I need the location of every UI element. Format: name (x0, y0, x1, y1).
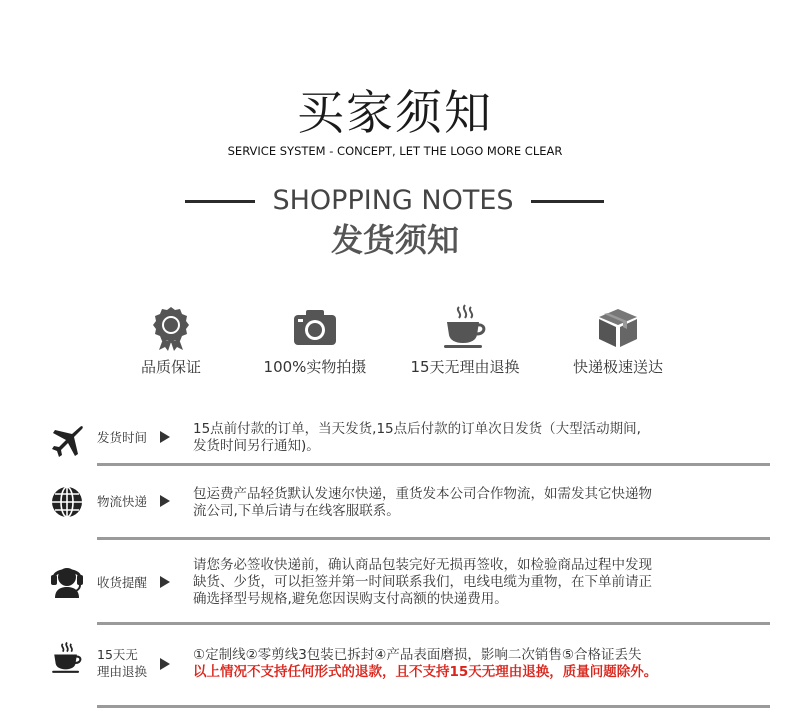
heading-rule-right (531, 200, 604, 203)
feature-return (390, 303, 540, 377)
feature-list (0, 303, 790, 383)
row-label-line: 理由退换 (97, 664, 148, 679)
row-text-line: 确选择型号规格,避免您因误购支付高额的快递费用。 (193, 591, 508, 607)
row-divider (97, 622, 770, 625)
arrow-right-icon (160, 658, 170, 670)
coffee-cup-icon (50, 641, 84, 675)
feature-label: 品质保证 (140, 358, 201, 376)
headset-icon (50, 562, 84, 598)
feature-photo (240, 303, 390, 377)
globe-icon (50, 485, 84, 519)
feature-quality (96, 303, 246, 377)
return-warning-text: 以上情况不支持任何形式的退款，且不支持15天无理由退换，质量问题除外。 (193, 664, 658, 680)
shopping-notes-heading (0, 184, 790, 218)
row-text-line: 15点前付款的订单，当天发货,15点后付款的订单次日发货（大型活动期间, (193, 421, 641, 437)
award-ribbon-icon (147, 303, 195, 351)
arrow-right-icon (160, 431, 170, 443)
row-text-line: 缺货、少货，可以拒签并第一时间联系我们，电线电缆为重物，在下单前请正 (193, 574, 652, 590)
row-text-line: 发货时间另行通知)。 (193, 438, 320, 454)
row-divider (97, 705, 770, 708)
shopping-notes-title: SHOPPING NOTES (272, 185, 514, 216)
coffee-cup-icon (441, 303, 489, 351)
camera-icon (291, 303, 339, 351)
arrow-right-icon (160, 576, 170, 588)
row-text (193, 486, 721, 520)
heading-rule-left (185, 200, 255, 203)
row-label: 收货提醒 (97, 575, 148, 590)
row-text (193, 647, 721, 681)
feature-label: 100%实物拍摄 (263, 358, 367, 376)
package-box-icon (594, 303, 642, 351)
page-title: 买家须知 (297, 86, 493, 141)
row-text-line: 流公司,下单后请与在线客服联系。 (193, 503, 400, 519)
row-label (97, 646, 147, 680)
arrow-right-icon (160, 495, 170, 507)
row-text-line: ①定制线②零剪线3包装已拆封④产品表面磨损，影响二次销售⑤合格证丢失 (193, 647, 642, 663)
row-text-line: 请您务必签收快递前，确认商品包装完好无损再签收，如检验商品过程中发现 (193, 557, 652, 573)
airplane-icon (50, 424, 84, 458)
row-divider (97, 463, 770, 466)
row-label: 物流快递 (97, 494, 148, 509)
row-text (193, 421, 721, 455)
shipping-notes-title: 发货须知 (330, 221, 459, 259)
feature-label: 15天无理由退换 (410, 358, 520, 376)
page-subtitle: SERVICE SYSTEM - CONCEPT, LET THE LOGO MORE CLEAR (227, 144, 563, 158)
row-text-line: 包运费产品轻货默认发速尔快递，重货发本公司合作物流，如需发其它快递物 (193, 486, 652, 502)
row-text (193, 557, 721, 608)
row-label-line: 15天无 (97, 647, 138, 662)
row-label: 发货时间 (97, 430, 148, 445)
feature-label: 快递极速送达 (572, 358, 663, 376)
feature-delivery (543, 303, 693, 377)
row-divider (97, 537, 770, 540)
